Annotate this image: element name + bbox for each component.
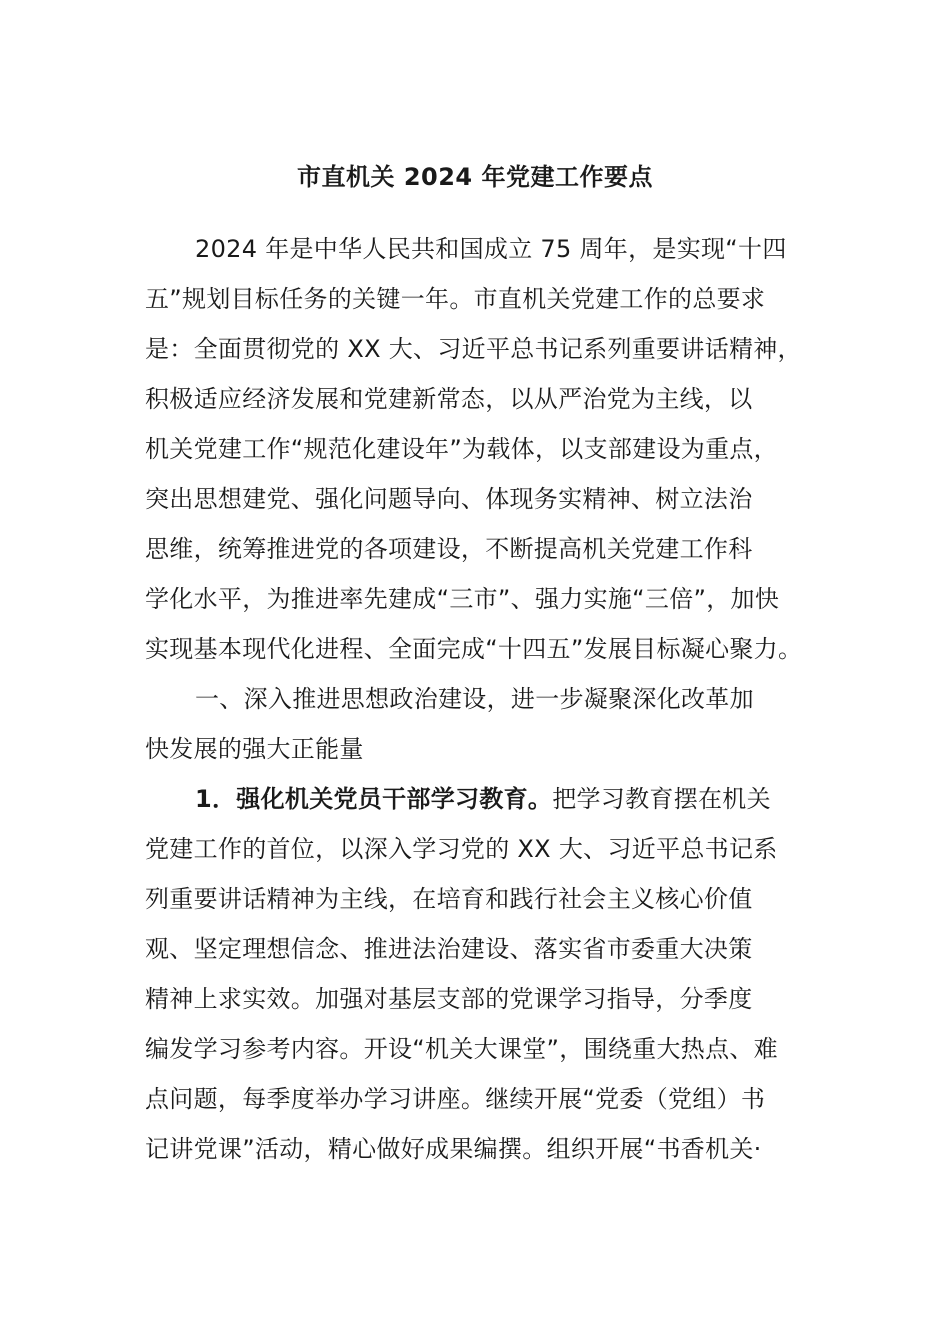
paragraph-line: 编发学习参考内容。开设“机关大课堂”，围绕重大热点、难 [145,1035,778,1063]
item-1-heading: 1．强化机关党员干部学习教育。 [195,785,553,813]
item-1-first-line [195,779,771,819]
paragraph-line: 五”规划目标任务的关键一年。市直机关党建工作的总要求 [145,285,766,313]
paragraph-line: 点问题，每季度举办学习讲座。继续开展“党委（党组）书 [145,1085,766,1113]
paragraph-line: 是：全面贯彻党的 XX 大、习近平总书记系列重要讲话精神， [145,335,802,363]
paragraph-line: 机关党建工作“规范化建设年”为载体，以支部建设为重点， [145,435,778,463]
paragraph-line: 学化水平，为推进率先建成“三市”、强力实施“三倍”，加快 [145,585,780,613]
paragraph-line: 记讲党课”活动，精心做好成果编撰。组织开展“书香机关· [145,1135,762,1163]
paragraph-line: 思维，统筹推进党的各项建设，不断提高机关党建工作科 [145,535,753,563]
section-heading-line: 快发展的强大正能量 [145,735,364,763]
paragraph-line: 突出思想建党、强化问题导向、体现务实精神、树立法治 [145,485,753,513]
section-heading-line: 一、深入推进思想政治建设，进一步凝聚深化改革加 [195,685,754,713]
paragraph-line: 观、坚定理想信念、推进法治建设、落实省市委重大决策 [145,935,753,963]
paragraph-line: 实现基本现代化进程、全面完成“十四五”发展目标凝心聚力。 [145,635,803,663]
paragraph-line: 2024 年是中华人民共和国成立 75 周年，是实现“十四 [195,235,787,263]
item-1-text: 把学习教育摆在机关 [552,785,771,813]
paragraph-line: 精神上求实效。加强对基层支部的党课学习指导，分季度 [145,985,753,1013]
paragraph-line: 党建工作的首位，以深入学习党的 XX 大、习近平总书记系 [145,835,778,863]
paragraph-line: 积极适应经济发展和党建新常态，以从严治党为主线，以 [145,385,753,413]
document-title: 市直机关 2024 年党建工作要点 [296,163,653,191]
paragraph-line: 列重要讲话精神为主线，在培育和践行社会主义核心价值 [145,885,753,913]
